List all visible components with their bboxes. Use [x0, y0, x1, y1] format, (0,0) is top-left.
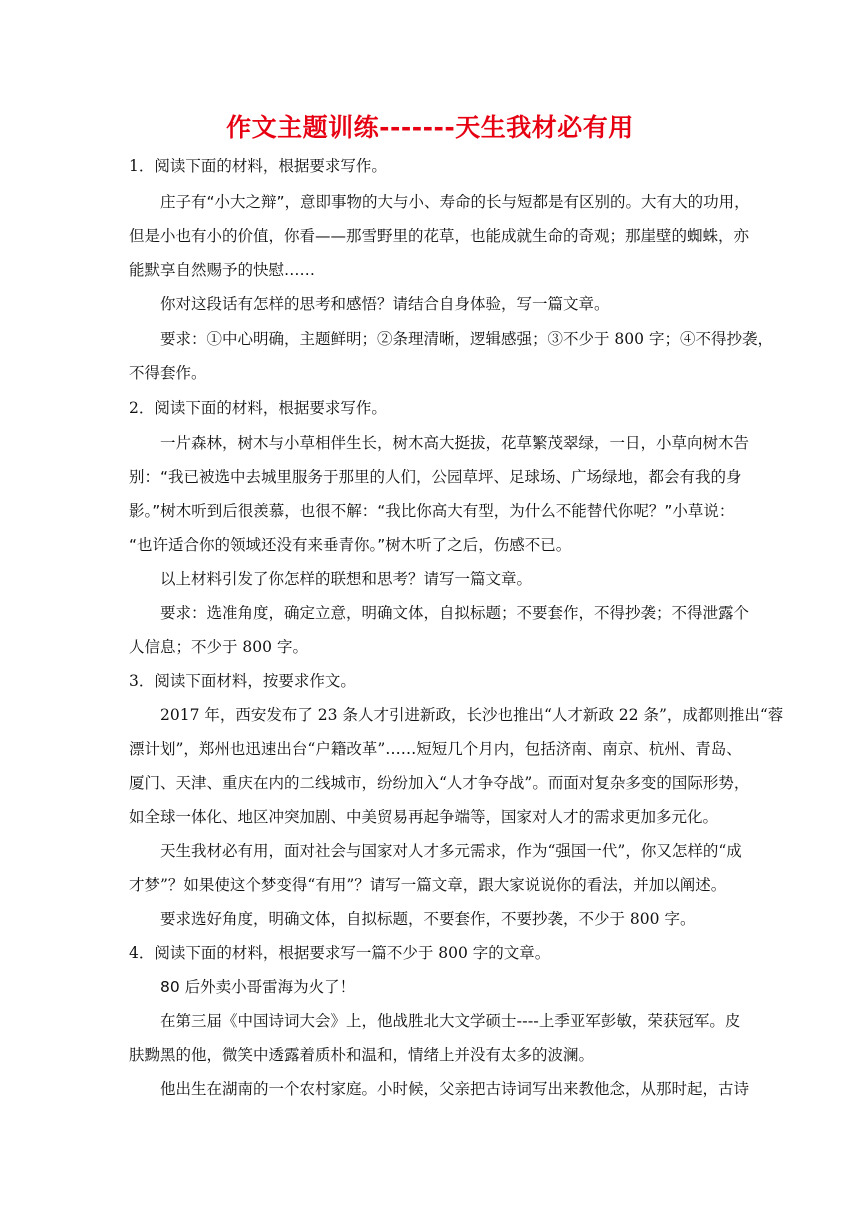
q4-headline: 80 后外卖小哥雷海为火了！: [160, 978, 356, 996]
question-2-heading: 2．阅读下面的材料，根据要求写作。: [129, 399, 387, 417]
q3-paragraph-line: 厦门、天津、重庆在内的二线城市，纷纷加入“人才争夺战”。而面对复杂多变的国际形势，: [129, 774, 750, 792]
q3-prompt-line: 才梦”？如果使这个梦变得“有用”？请写一篇文章，跟大家说说你的看法，并加以阐述。: [129, 876, 727, 894]
q1-requirements-line: 不得套作。: [129, 364, 207, 382]
q1-paragraph-line: 庄子有“小大之辩”，意即事物的大与小、寿命的长与短都是有区别的。大有大的功用，: [160, 193, 750, 211]
q2-paragraph-line: 别：“我已被选中去城里服务于那里的人们，公园草坪、足球场、广场绿地，都会有我的身: [129, 468, 742, 486]
q2-paragraph-line: 影。”树木听到后很羡慕，也很不解：“我比你高大有型，为什么不能替代你呢？”小草说：: [129, 502, 735, 520]
q2-paragraph-line: “也许适合你的领域还没有来垂青你。”树木听了之后，伤感不已。: [129, 536, 572, 554]
q1-prompt: 你对这段话有怎样的思考和感悟？请结合自身体验，写一篇文章。: [160, 295, 610, 313]
q3-paragraph-line: 2017 年，西安发布了 23 条人才引进新政，长沙也推出“人才新政 22 条”，成都则推出“蓉: [160, 706, 784, 724]
q4-paragraph-line: 在第三届《中国诗词大会》上，他战胜北大文学硕士----上季亚军彭敏，荣获冠军。皮: [160, 1012, 741, 1030]
q3-requirements: 要求选好角度，明确文体，自拟标题，不要套作，不要抄袭，不少于 800 字。: [160, 910, 696, 928]
q4-paragraph-line: 肤黝黑的他，微笑中透露着质朴和温和，情绪上并没有太多的波澜。: [129, 1046, 595, 1064]
q1-paragraph-line: 但是小也有小的价值，你看——那雪野里的花草，也能成就生命的奇观；那崖壁的蜘蛛，亦: [129, 227, 750, 245]
q2-prompt: 以上材料引发了你怎样的联想和思考？请写一篇文章。: [160, 570, 533, 588]
q1-requirements-line: 要求：①中心明确，主题鲜明；②条理清晰，逻辑感强；③不少于 800 字；④不得抄袭，: [160, 330, 773, 348]
document-title: 作文主题训练-------天生我材必有用: [226, 113, 634, 142]
question-4-heading: 4．阅读下面的材料，根据要求写一篇不少于 800 字的文章。: [129, 944, 551, 962]
q2-requirements-line: 人信息；不少于 800 字。: [129, 638, 308, 656]
q3-paragraph-line: 如全球一体化、地区冲突加剧、中美贸易再起争端等，国家对人才的需求更加多元化。: [129, 808, 719, 826]
q3-prompt-line: 天生我材必有用，面对社会与国家对人才多元需求，作为“强国一代”，你又怎样的“成: [160, 842, 742, 860]
question-1-heading: 1．阅读下面的材料，根据要求写作。: [129, 157, 387, 175]
q2-paragraph-line: 一片森林，树木与小草相伴生长，树木高大挺拔，花草繁茂翠绿，一日，小草向树木告: [160, 434, 750, 452]
question-3-heading: 3．阅读下面材料，按要求作文。: [129, 672, 356, 690]
q2-requirements-line: 要求：选准角度，确定立意，明确文体，自拟标题；不要套作，不得抄袭；不得泄露个: [160, 604, 750, 622]
q3-paragraph-line: 漂计划”，郑州也迅速出台“户籍改革”……短短几个月内，包括济南、南京、杭州、青岛、: [129, 740, 742, 758]
q4-paragraph-line: 他出生在湖南的一个农村家庭。小时候，父亲把古诗词写出来教他念，从那时起，古诗: [160, 1080, 750, 1098]
q1-paragraph-line: 能默享自然赐予的快慰……: [129, 261, 316, 279]
